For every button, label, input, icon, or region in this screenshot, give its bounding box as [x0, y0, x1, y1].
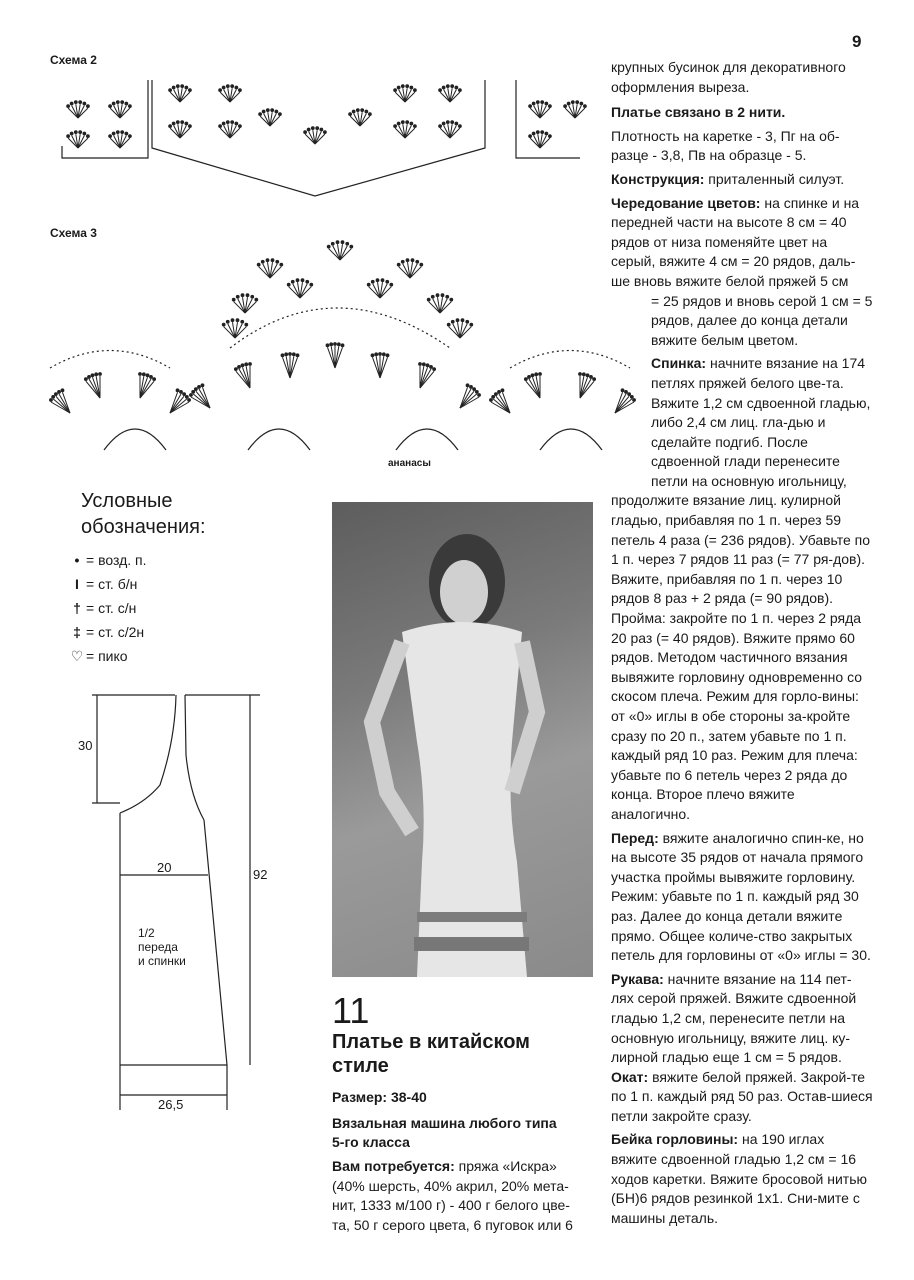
stitch-fan	[222, 319, 247, 338]
instructions-column	[611, 58, 873, 1232]
colors-indent-text: = 25 рядов и вновь серой 1 см = 5 рядов, далее до конца детали вяжите белым цветом.	[651, 292, 873, 348]
stitch-fan	[219, 85, 242, 102]
stitch-fan	[529, 131, 552, 148]
stitch-fan	[190, 384, 210, 408]
intro-line: крупных бусинок для декоративного	[611, 59, 846, 75]
intro-line: оформления выреза.	[611, 78, 750, 95]
stitch-fan	[67, 131, 90, 148]
legend-title-line1: Условные	[81, 490, 173, 512]
stitch-fan	[460, 384, 480, 408]
stitch-fan	[349, 109, 372, 126]
stitch-fan	[327, 241, 352, 260]
sleeve-cap-text: вяжите белой пряжей. Закрой-те по 1 п. каждый ряд 50 раз. Остав-шиеся петли закройте сразу.	[611, 1068, 873, 1124]
stitch-fan	[304, 127, 327, 144]
sleeve-cap-label: Окат:	[611, 1068, 649, 1085]
stitch-fan	[281, 353, 299, 378]
back-indent-text: начните вязание на 174 петлях пряжей белого цве-та. Вяжите 1,2 см сдвоенной гладью, либо 2,4 см лиц. гла-дью и сделайте подгиб. После сдвоенной глади перенесите петли на основную игольницу,	[651, 355, 871, 489]
stitch-fan	[170, 389, 190, 413]
legend-item-sc	[68, 572, 206, 596]
measure-30: 30	[78, 738, 93, 753]
legend-text: = возд. п.	[86, 552, 147, 568]
dress-photo	[332, 502, 593, 977]
article-title-line: стиле	[332, 1055, 389, 1077]
stitch-fan	[419, 363, 436, 388]
legend-text: = ст. б/н	[86, 576, 138, 592]
stitch-fan	[50, 389, 70, 413]
materials-line: пряжа «Искра»	[454, 1158, 557, 1174]
stitch-fan	[234, 363, 251, 388]
materials-line: та, 50 г серого цвета, 6 пуговок или 6	[332, 1216, 573, 1233]
front-text: вяжите аналогично спин-ке, но на высоте 35 рядов от начала прямого участка проймы вывяжите горловину. Режим: убавьте по 1 п. каждый ряд 30 раз. Далее до конца детали вяжите прямо. Общее количе-ство закрытых петель для горловины от «0» иглы = 30.	[611, 829, 871, 964]
pattern-piece-line: и спинки	[138, 954, 186, 968]
machine-type	[332, 1114, 602, 1152]
scheme-3-diagram	[40, 218, 640, 468]
measure-20: 20	[157, 860, 172, 875]
stitch-fan	[447, 319, 472, 338]
article-title	[332, 1030, 602, 1078]
density-text: Плотность на каретке - 3, Пг на об-разце - 3,8, Пв на образце - 5.	[611, 127, 840, 164]
size-line: Размер: 38-40	[332, 1089, 427, 1105]
stitch-fan	[109, 101, 132, 118]
stitch-fan	[67, 101, 90, 118]
materials-label: Вам потребуется:	[332, 1158, 455, 1174]
article-title-line: Платье в китайском	[332, 1031, 530, 1053]
neckband-label: Бейка горловины:	[611, 1131, 739, 1148]
stitch-fan	[259, 109, 282, 126]
stitch-fan	[529, 101, 552, 118]
stitch-fan	[564, 101, 587, 118]
stitch-fan	[109, 131, 132, 148]
pattern-diagram	[90, 685, 290, 1110]
legend-item-dc	[68, 596, 206, 620]
legend-item-picot	[68, 644, 206, 668]
legend-text: = пико	[86, 648, 128, 664]
legend	[70, 488, 206, 668]
pattern-piece-line: переда	[138, 940, 178, 954]
colors-label: Чередование цветов:	[611, 194, 761, 211]
double-crochet-icon: †	[73, 600, 81, 616]
front-label: Перед:	[611, 829, 659, 846]
stitch-fan	[579, 373, 596, 398]
construction-label: Конструкция:	[611, 170, 705, 187]
stitch-fan	[367, 279, 392, 298]
measure-92: 92	[253, 867, 268, 882]
legend-item-chain	[68, 548, 206, 572]
back-text: продолжите вязание лиц. кулирной гладью, прибавляя по 1 п. через 59 петель 4 раза (= 236 рядов). Убавьте по 1 п. через 7 рядов 11 раз (= 77 ря-дов). Вяжите, прибавляя по 1 п. через 10 рядов 8 раз + 2 ряда (= 90 рядов). Пройма: закройте по 1 п. через 2 ряда 20 раз (= 40 рядов). Вяжите прямо 60 рядов. Методом частичного вязания вывяжите горловину одновременно со скосом плеча. Режим для горло-вины: от «0» иглы в обе стороны за-кройте сразу по 20 п., затем убавьте по 1 п. каждый ряд 10 раз. Режим для плеча: убавьте по 6 петель через 2 ряда до конца. Второе плечо вяжите аналогично.	[611, 492, 871, 822]
machine-line: Вязальная машина любого типа	[332, 1115, 557, 1131]
scheme-2-label: Схема 2	[50, 53, 97, 67]
back-label: Спинка:	[651, 355, 707, 372]
dress-figure-illustration	[332, 502, 593, 977]
stitch-fan	[232, 294, 257, 313]
stitch-fan	[397, 259, 422, 278]
picot-icon: ♡	[70, 648, 84, 664]
chain-stitch-icon: •	[74, 552, 80, 568]
stitch-fan	[219, 121, 242, 138]
stitch-fan	[257, 259, 282, 278]
neckband-text: на 190 иглах вяжите сдвоенной гладью 1,2 см = 16 ходов каретки. Вяжите бросовой нитью (БН)6 рядов резинкой 1х1. Сни-мите с машины деталь.	[611, 1131, 868, 1226]
materials-line: (40% шерсть, 40% акрил, 20% мета-	[332, 1177, 569, 1194]
stitch-fan	[371, 353, 389, 378]
pattern-piece-label	[138, 926, 186, 968]
pineapple-label: ананасы	[388, 458, 431, 469]
machine-line: 5-го класса	[332, 1134, 410, 1150]
stitch-fan	[490, 389, 510, 413]
stitch-fan	[427, 294, 452, 313]
stitch-fan	[326, 343, 344, 368]
scheme-3-label: Схема 3	[50, 226, 97, 240]
stitch-fan	[394, 121, 417, 138]
legend-text: = ст. с/н	[86, 600, 137, 616]
stitch-fan	[139, 373, 156, 398]
stitch-fan	[394, 85, 417, 102]
legend-text: = ст. с/2н	[86, 624, 145, 640]
stitch-fan	[169, 121, 192, 138]
article-number: 11	[332, 990, 370, 1031]
materials-line: нит, 1333 м/100 г) - 400 г белого цве-	[332, 1197, 570, 1214]
stitch-fan	[524, 373, 541, 398]
materials-text	[332, 1157, 602, 1235]
measure-26-5: 26,5	[158, 1097, 184, 1112]
sleeves-text: начните вязание на 114 пет-лях серой пряжей. Вяжите сдвоенной гладью 1,2 см, перенесите петли на основную игольницу, вяжите лиц. ку-лирной гладью еще 1 см = 5 рядов.	[611, 970, 857, 1066]
sleeves-label: Рукава:	[611, 970, 664, 987]
single-crochet-icon: I	[75, 576, 79, 592]
legend-title-line2: обозначения:	[81, 516, 206, 538]
legend-item-tc	[68, 620, 206, 644]
stitch-fan	[169, 85, 192, 102]
stitch-fan	[84, 373, 101, 398]
treble-crochet-icon: ‡	[73, 624, 81, 640]
scheme-2-diagram	[40, 66, 600, 201]
stitch-fan	[287, 279, 312, 298]
two-threads-note: Платье связано в 2 нити.	[611, 104, 786, 121]
stitch-fan	[439, 121, 462, 138]
construction-text: приталенный силуэт.	[704, 170, 845, 187]
stitch-fan	[439, 85, 462, 102]
colors-text: на спинке и на передней части на высоте 8 см = 40 рядов от низа поменяйте цвет на серый, вяжите 4 см = 20 рядов, даль-ше вновь вяжите белой пряжей 5 см	[611, 194, 860, 289]
pattern-piece-line: 1/2	[138, 926, 155, 940]
page-number: 9	[852, 32, 862, 51]
